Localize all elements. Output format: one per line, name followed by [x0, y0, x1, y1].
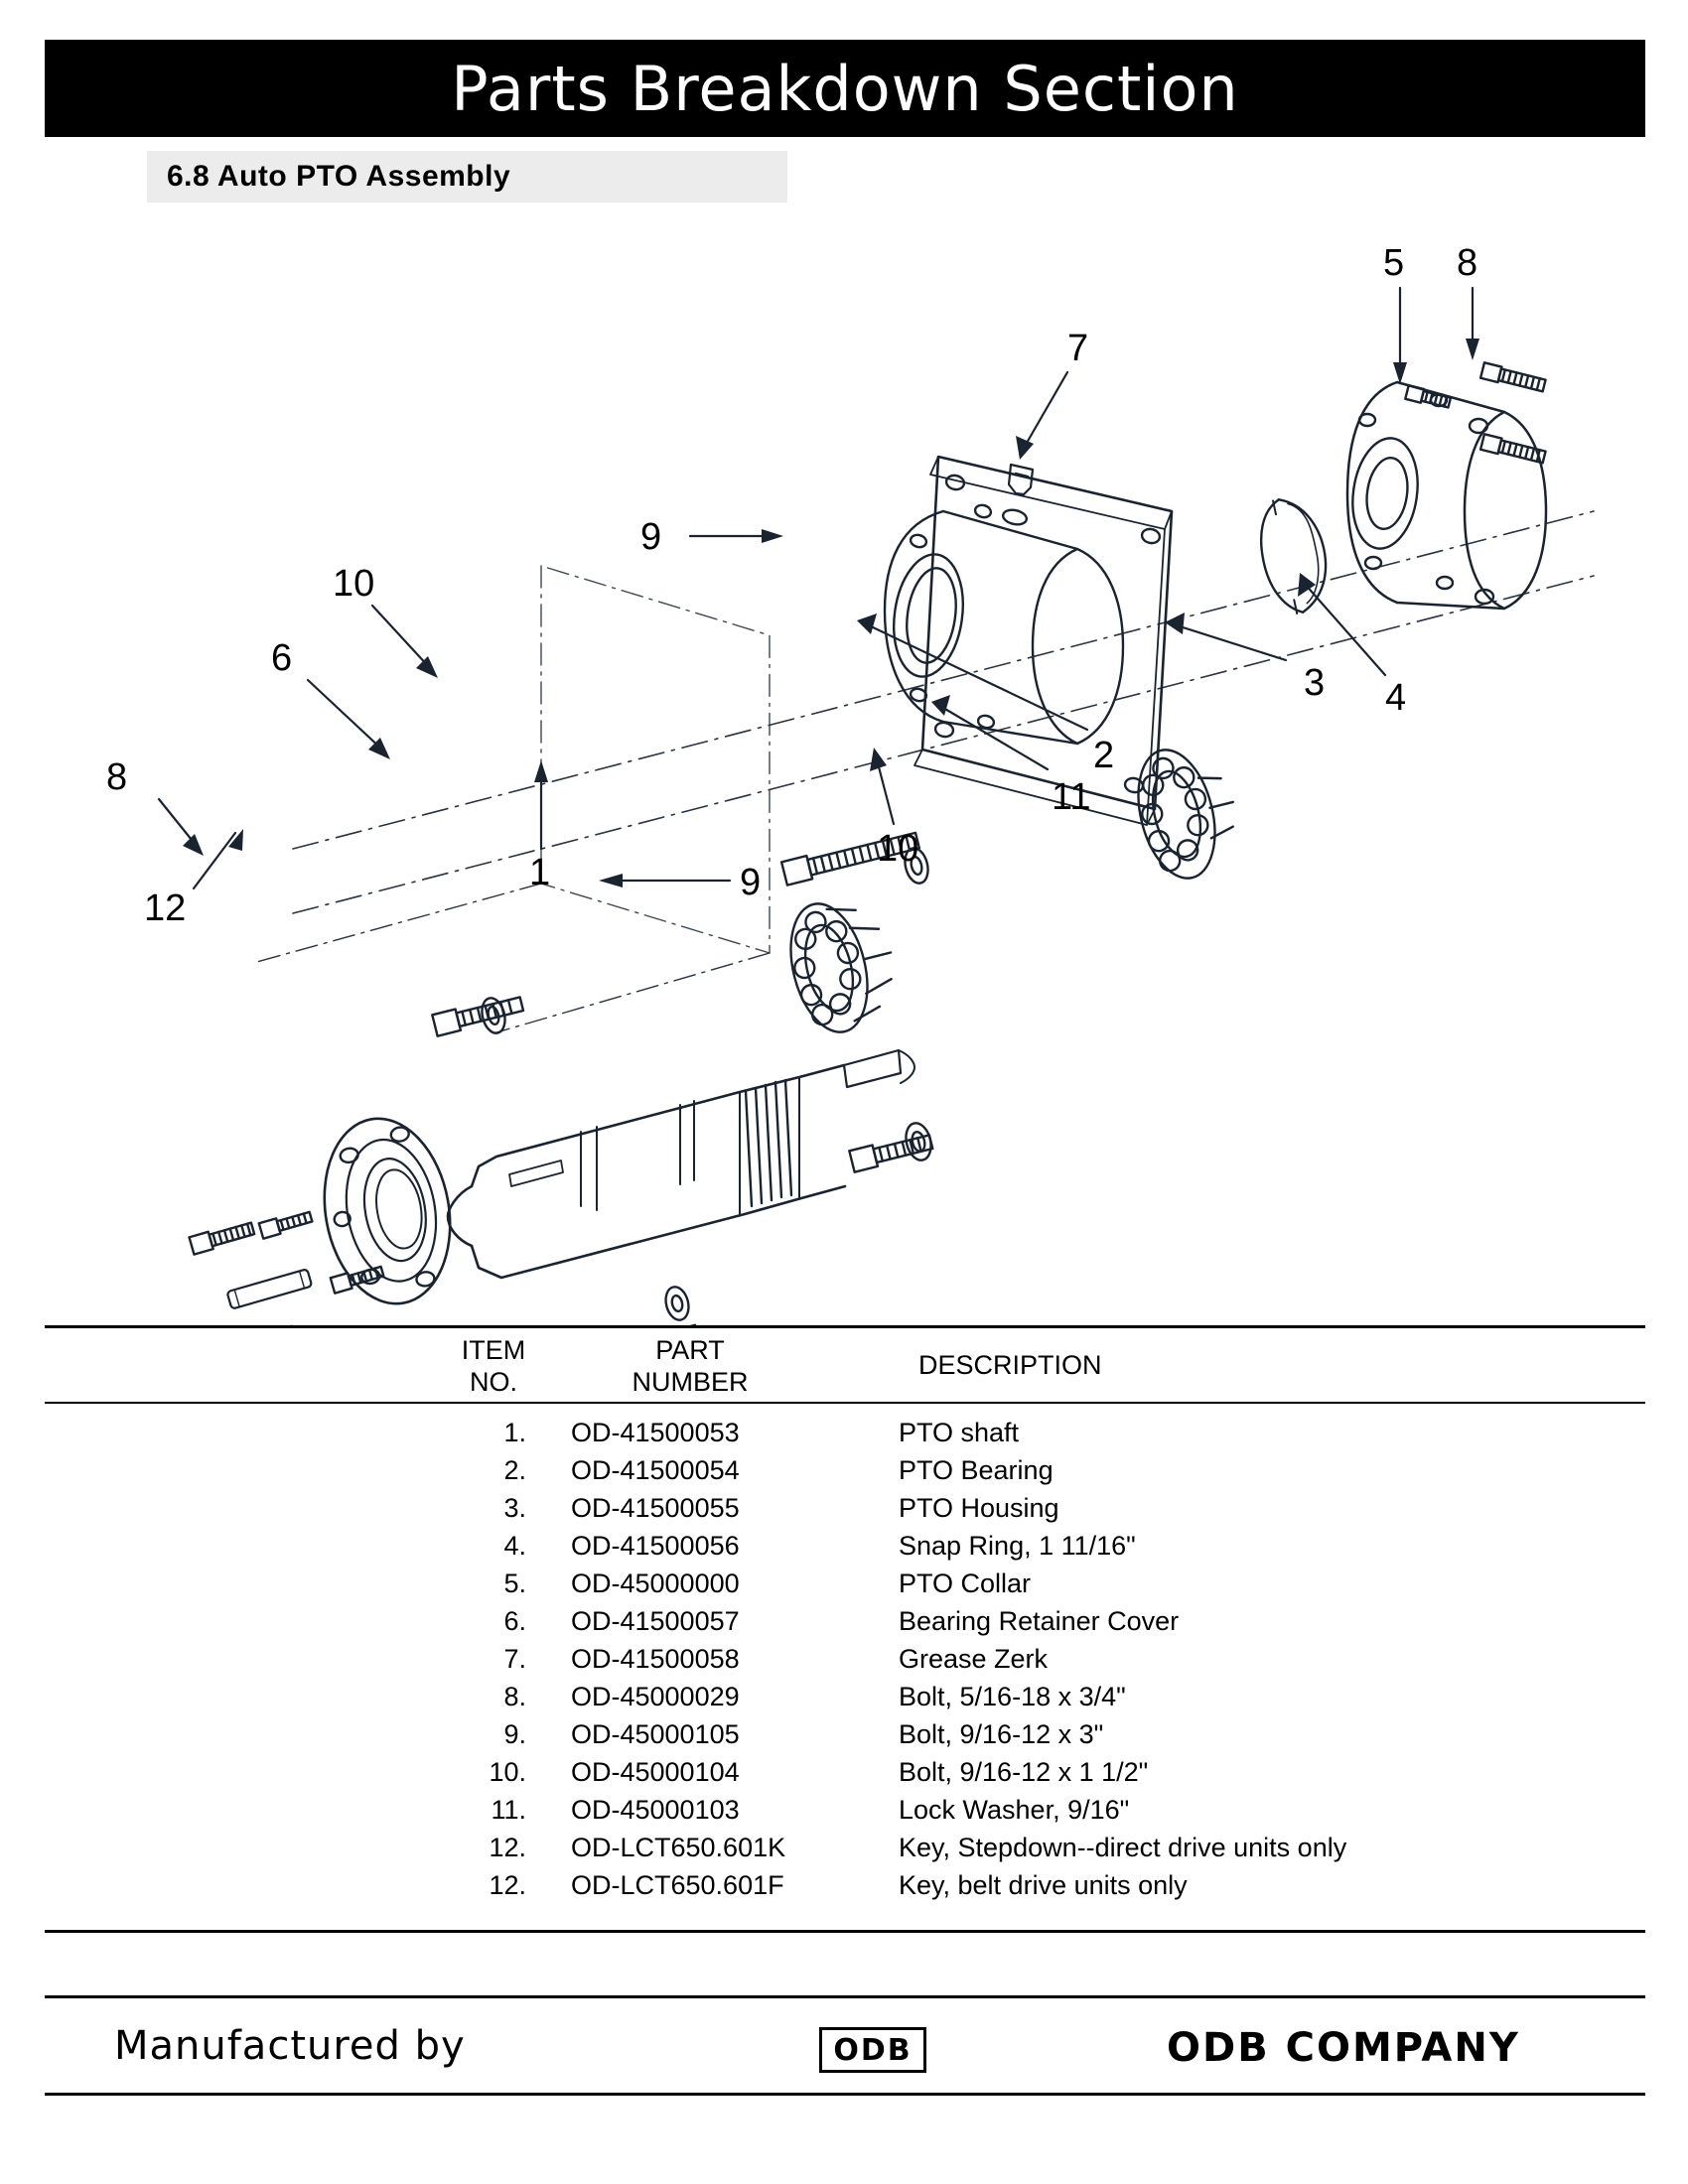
table-row [45, 1870, 1645, 1908]
table-cell-part-number: OD-LCT650.601F [571, 1870, 784, 1900]
table-row [45, 1493, 1645, 1531]
table-cell-item-no: 6. [503, 1606, 526, 1636]
table-row [45, 1719, 1645, 1757]
table-row [45, 1569, 1645, 1606]
page-title: Parts Breakdown Section [451, 52, 1239, 125]
table-body [45, 1404, 1645, 1930]
table-cell-item-no: 11. [491, 1795, 526, 1825]
parts-table [45, 1325, 1645, 1933]
table-cell-item-no: 12. [489, 1833, 526, 1862]
table-cell-part-number: OD-LCT650.601K [571, 1833, 786, 1862]
table-cell-item-no: 8. [503, 1682, 526, 1711]
company-name: ODB COMPANY [1167, 2025, 1520, 2071]
table-header-part-number [581, 1334, 799, 1398]
table-cell-part-number: OD-41500055 [571, 1493, 740, 1523]
manufactured-by-label: Manufactured by [114, 2023, 466, 2069]
table-row [45, 1795, 1645, 1833]
callout-11: 11 [1052, 776, 1091, 818]
table-cell-description: Lock Washer, 9/16" [899, 1795, 1130, 1825]
table-cell-part-number: OD-45000000 [571, 1569, 740, 1598]
footer-rule-lower [45, 2093, 1645, 2096]
table-cell-description: Snap Ring, 1 11/16" [899, 1531, 1136, 1561]
table-cell-item-no: 7. [503, 1644, 526, 1674]
table-cell-description: PTO Collar [899, 1569, 1032, 1598]
table-cell-description: Bolt, 9/16-12 x 1 1/2" [899, 1757, 1149, 1787]
footer [45, 2005, 1645, 2105]
table-row [45, 1531, 1645, 1569]
table-header-item-line1: ITEM [461, 1335, 526, 1365]
table-cell-item-no: 4. [503, 1531, 526, 1561]
table-row [45, 1757, 1645, 1795]
callout-10-lower: 10 [877, 828, 919, 870]
table-header-part-line1: PART [655, 1335, 725, 1365]
callout-10-upper: 10 [333, 563, 375, 605]
callout-5: 5 [1383, 242, 1405, 284]
table-cell-item-no: 9. [503, 1719, 526, 1749]
section-heading-label: 6.8 Auto PTO Assembly [167, 160, 511, 193]
table-cell-item-no: 12. [489, 1870, 526, 1900]
callout-3: 3 [1304, 662, 1326, 704]
callout-7: 7 [1067, 328, 1089, 369]
table-cell-part-number: OD-41500053 [571, 1418, 740, 1447]
callout-4: 4 [1385, 677, 1407, 719]
table-header-description: DESCRIPTION [918, 1350, 1102, 1380]
table-row [45, 1606, 1645, 1644]
table-cell-description: Key, belt drive units only [899, 1870, 1188, 1900]
table-row [45, 1644, 1645, 1682]
callout-9-lower: 9 [740, 862, 762, 903]
section-heading [147, 151, 787, 203]
table-cell-part-number: OD-45000029 [571, 1682, 740, 1711]
table-bottom-rule [45, 1930, 1645, 1933]
table-row [45, 1418, 1645, 1455]
callout-2: 2 [1093, 735, 1115, 776]
table-header-item-line2: NO. [469, 1367, 517, 1397]
odb-logo [819, 2027, 926, 2073]
table-cell-item-no: 10. [489, 1757, 526, 1787]
odb-logo-text: ODB [833, 2032, 913, 2068]
table-cell-part-number: OD-41500056 [571, 1531, 740, 1561]
page-title-bar [45, 40, 1645, 137]
table-cell-part-number: OD-45000103 [571, 1795, 740, 1825]
exploded-assembly-diagram [45, 213, 1645, 1325]
table-cell-description: PTO Housing [899, 1493, 1059, 1523]
table-cell-part-number: OD-41500057 [571, 1606, 740, 1636]
table-header-item-no [414, 1334, 573, 1398]
table-cell-item-no: 1. [503, 1418, 526, 1447]
table-cell-part-number: OD-41500058 [571, 1644, 740, 1674]
table-cell-description: PTO Bearing [899, 1455, 1054, 1485]
table-row [45, 1833, 1645, 1870]
callout-9-upper: 9 [640, 516, 662, 558]
table-cell-description: Bolt, 5/16-18 x 3/4" [899, 1682, 1126, 1711]
table-row [45, 1682, 1645, 1719]
footer-rule-upper [45, 1995, 1645, 1998]
table-cell-item-no: 2. [503, 1455, 526, 1485]
table-cell-item-no: 5. [503, 1569, 526, 1598]
callout-8-lower: 8 [106, 756, 128, 798]
callout-6: 6 [271, 637, 293, 679]
table-cell-description: Bearing Retainer Cover [899, 1606, 1180, 1636]
table-header-row [45, 1328, 1645, 1402]
callout-8-upper: 8 [1457, 242, 1478, 284]
table-cell-description: Key, Stepdown--direct drive units only [899, 1833, 1347, 1862]
callout-12: 12 [144, 887, 187, 929]
table-cell-part-number: OD-45000105 [571, 1719, 740, 1749]
table-cell-description: Bolt, 9/16-12 x 3" [899, 1719, 1104, 1749]
table-header-part-line2: NUMBER [632, 1367, 749, 1397]
callout-1: 1 [529, 852, 551, 893]
table-cell-part-number: OD-41500054 [571, 1455, 740, 1485]
table-cell-part-number: OD-45000104 [571, 1757, 740, 1787]
table-cell-item-no: 3. [503, 1493, 526, 1523]
table-cell-description: PTO shaft [899, 1418, 1020, 1447]
table-row [45, 1455, 1645, 1493]
table-cell-description: Grease Zerk [899, 1644, 1049, 1674]
